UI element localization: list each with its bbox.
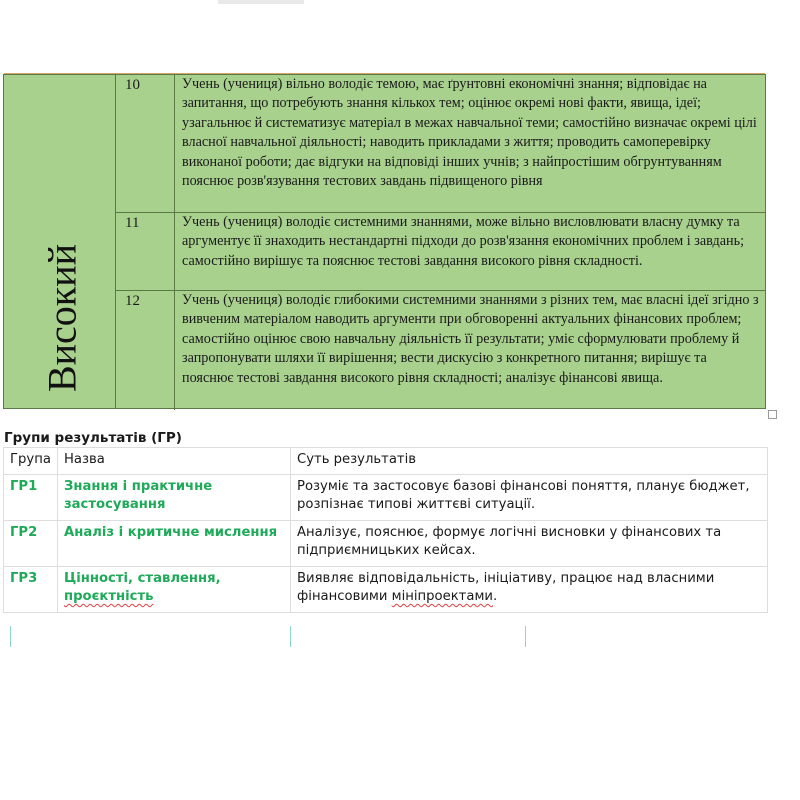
table-top-border	[4, 73, 765, 74]
text-cursor-mark	[10, 626, 11, 647]
criteria-score: 12	[116, 291, 175, 410]
results-groups-table	[3, 447, 768, 613]
column-header-group: Група	[4, 448, 58, 475]
group-essence-end: .	[492, 589, 498, 604]
group-name: Аналіз і критичне мислення	[58, 521, 291, 567]
criteria-description: Учень (учениця) володіє глибокими системними знаннями з різних тем, має власні ідеї згідно з вивченим матеріалом наводить аргументи при обговоренні актуальних фінансових проблем; самостійно оцінює свою навчальну діяльність її результати; уміє сформулювати проблему й запропонувати шляхи її вирішення; вести дискусію з конкретного питання; вирішує та пояснює тестові завдання високого рівня складності; аналізує фінансові явища.	[182, 292, 759, 386]
table-row	[4, 567, 768, 613]
table-row	[4, 521, 768, 567]
column-header-name: Назва	[58, 448, 291, 475]
level-label: Високий	[39, 243, 85, 393]
criteria-description: Учень (учениця) вільно володіє темою, має ґрунтовні економічні знання; відповідає на запитання, що потребують знання кількох тем; оцінює окремі нові факти, явища, ідеї; узагальнює й систематизує матеріал в межах навчальної теми; самостійно визначає окремі цілі власної навчальної діяльності; наводить прикладами з життя; проводить самоперевірку виконаної роботи; дає відгуки на відповіді інших учнів; з найпростішим обгрунтуванням пояснює розв'язування тестових завдань підвищеного рівня	[182, 76, 757, 190]
criteria-description: Учень (учениця) володіє системними знаннями, може вільно висловлювати власну думку та аргументує її знаходить нестандартні підходи до розв'язання економічних проблем і завдань; самостійно вирішує та пояснює тестові завдання високого рівня складності.	[182, 214, 745, 269]
criteria-row	[116, 291, 765, 410]
group-essence-part: Виявляє відповідальність, ініціативу, працює над власними фінансовими	[297, 571, 715, 604]
top-decoration	[218, 0, 304, 4]
group-code: ГР3	[4, 567, 58, 613]
criteria-row	[116, 75, 765, 213]
group-essence: Аналізує, пояснює, формує логічні висновки у фінансових та підприємницьких кейсах.	[291, 521, 768, 567]
criteria-score: 11	[116, 213, 175, 290]
table-row	[4, 475, 768, 521]
spellcheck-word: мініпроектами	[391, 589, 493, 604]
criteria-table	[3, 74, 766, 409]
group-name-part: Цінності, ставлення,	[64, 571, 221, 586]
group-code: ГР1	[4, 475, 58, 521]
group-essence: Розуміє та застосовує базові фінансові поняття, планує бюджет, розпізнає типові життєві ситуації.	[291, 475, 768, 521]
group-name	[58, 567, 291, 613]
text-cursor-mark	[290, 626, 291, 647]
table-header-row	[4, 448, 768, 475]
group-essence	[291, 567, 768, 613]
column-header-essence: Суть результатів	[291, 448, 768, 475]
text-cursor-mark	[525, 626, 526, 647]
criteria-score: 10	[116, 75, 175, 212]
section-title: Групи результатів (ГР)	[4, 430, 182, 446]
group-code: ГР2	[4, 521, 58, 567]
table-resize-handle[interactable]	[768, 410, 777, 419]
group-name: Знання і практичне застосування	[58, 475, 291, 521]
spellcheck-word: проєктність	[64, 589, 154, 604]
level-cell	[4, 75, 116, 408]
criteria-row	[116, 213, 765, 291]
